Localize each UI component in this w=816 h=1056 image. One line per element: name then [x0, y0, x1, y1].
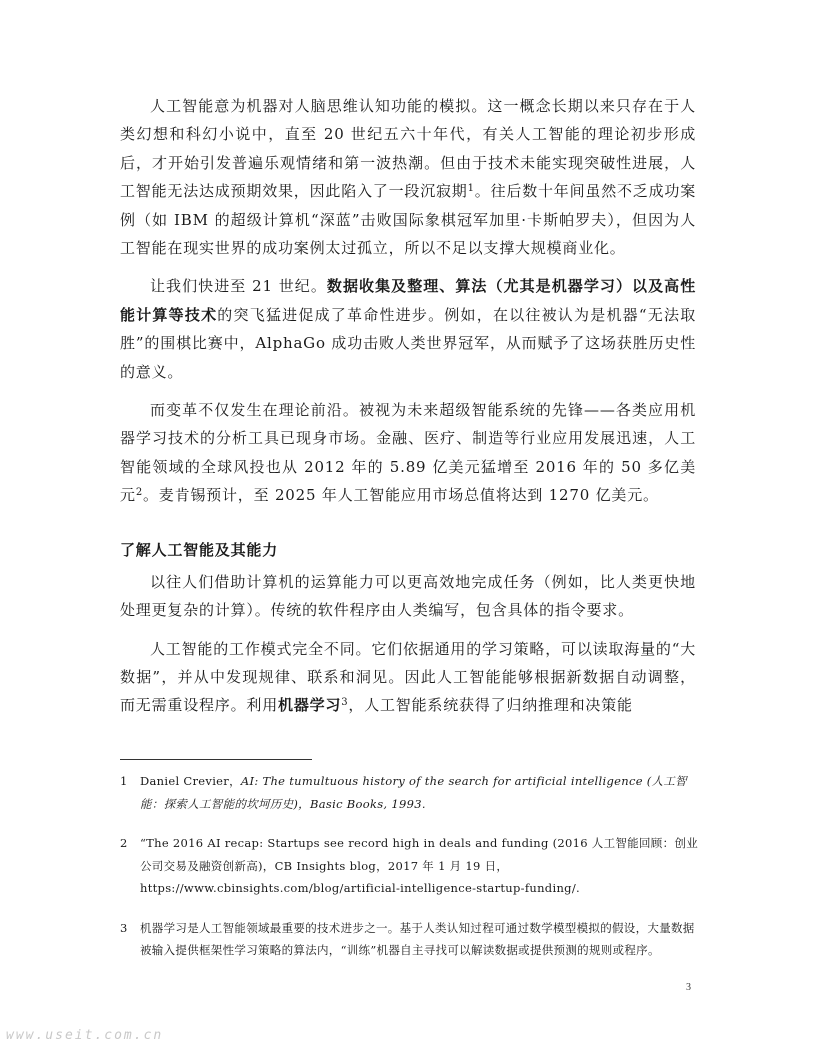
- footnote-ref-1[interactable]: 1: [467, 183, 475, 195]
- paragraph-market-text-a: 而变革不仅发生在理论前沿。被视为未来超级智能系统的先锋——各类应用机器学习技术的分析工具已现身市场。金融、医疗、制造等行业应用发展迅速，人工智能领域的全球风投也从 2012 年的 5.89 亿美元猛增至 2016 年的 50 多亿美元: [120, 401, 696, 505]
- paragraph-history-text-a: 人工智能意为机器对人脑思维认知功能的模拟。这一概念长期以来只存在于人类幻想和科幻小说中，直至 20 世纪五六十年代，有关人工智能的理论初步形成后，才开始引发普遍乐观情绪和第一波热潮。但由于技术未能实现突破性进展，人工智能无法达成预期效果，因此陷入了一段沉寂期: [120, 97, 696, 201]
- footnotes: [120, 770, 706, 962]
- footnote-2-number: 2: [120, 836, 128, 850]
- footnote-1-title: AI: The tumultuous history of the search for artificial intelligence (人工智能：探索人工智能的坎坷历史)，Basic Books, 1993.: [140, 774, 687, 811]
- body-content: [120, 92, 696, 730]
- footnote-1-number: 1: [120, 774, 128, 788]
- paragraph-market-text-b: 。麦肯锡预计，至 2025 年人工智能应用市场总值将达到 1270 亿美元。: [142, 486, 659, 505]
- page-number: 3: [686, 982, 691, 993]
- watermark: www.useit.com.cn: [6, 1028, 164, 1043]
- paragraph-history: [120, 92, 696, 262]
- section-heading: 了解人工智能及其能力: [120, 540, 279, 559]
- paragraph-21st-century-text-b: 的突飞猛进促成了革命性进步。例如，在以往被认为是机器“无法取胜”的围棋比赛中，AlphaGo 成功击败人类世界冠军，从而赋予了这场获胜历史性的意义。: [120, 305, 696, 381]
- paragraph-traditional-software-text: 以往人们借助计算机的运算能力可以更高效地完成任务（例如，比人类更快地处理更复杂的计算）。传统的软件程序由人类编写，包含具体的指令要求。: [120, 572, 696, 620]
- footnote-2-text: “The 2016 AI recap: Startups see record high in deals and funding (2016 人工智能回顾：创业公司交易及融资创新高)，CB Insights blog，2017 年 1 月 19 日， https://www.cbinsights.com/blog/artificial-intelligence-startup-funding/.: [140, 836, 699, 895]
- paragraph-ai-mode: [120, 635, 696, 720]
- paragraph-history-text-b: 。往后数十年间虽然不乏成功案例（如 IBM 的超级计算机“深蓝”击败国际象棋冠军加里·卡斯帕罗夫），但因为人工智能在现实世界的成功案例太过孤立，所以不足以支撑大规模商业化。: [120, 182, 697, 258]
- footnote-2: [120, 832, 706, 900]
- footnote-ref-2[interactable]: 2: [135, 487, 143, 499]
- footnote-3-text: 机器学习是人工智能领域最重要的技术进步之一。基于人类认知过程可通过数学模型模拟的假设，大量数据被输入提供框架性学习策略的算法内，“训练”机器自主寻找可以解读数据或提供预测的规则或程序。: [140, 920, 695, 957]
- footnote-1: [120, 770, 706, 815]
- paragraph-21st-century-bold: 数据收集及整理、算法（尤其是机器学习）以及高性能计算等技术: [120, 277, 697, 324]
- footnote-3-number: 3: [120, 920, 128, 935]
- paragraph-market: [120, 396, 696, 510]
- paragraph-ai-mode-bold: 机器学习: [278, 696, 342, 715]
- paragraph-traditional-software: [120, 568, 696, 625]
- footnote-1-author: Daniel Crevier，: [140, 774, 241, 788]
- paragraph-21st-century-text-a: 让我们快进至 21 世纪。: [150, 277, 327, 296]
- paragraph-ai-mode-text-b: ，人工智能系统获得了归纳推理和决策能: [348, 696, 633, 715]
- paragraph-21st-century: [120, 272, 696, 386]
- footnote-ref-3[interactable]: 3: [341, 697, 349, 709]
- paragraph-ai-mode-text-a: 人工智能的工作模式完全不同。它们依据通用的学习策略，可以读取海量的“大数据”，并从中发现规律、联系和洞见。因此人工智能能够根据新数据自动调整，而无需重设程序。利用: [120, 639, 696, 715]
- footnote-separator: [120, 759, 312, 760]
- footnote-3: [120, 917, 706, 962]
